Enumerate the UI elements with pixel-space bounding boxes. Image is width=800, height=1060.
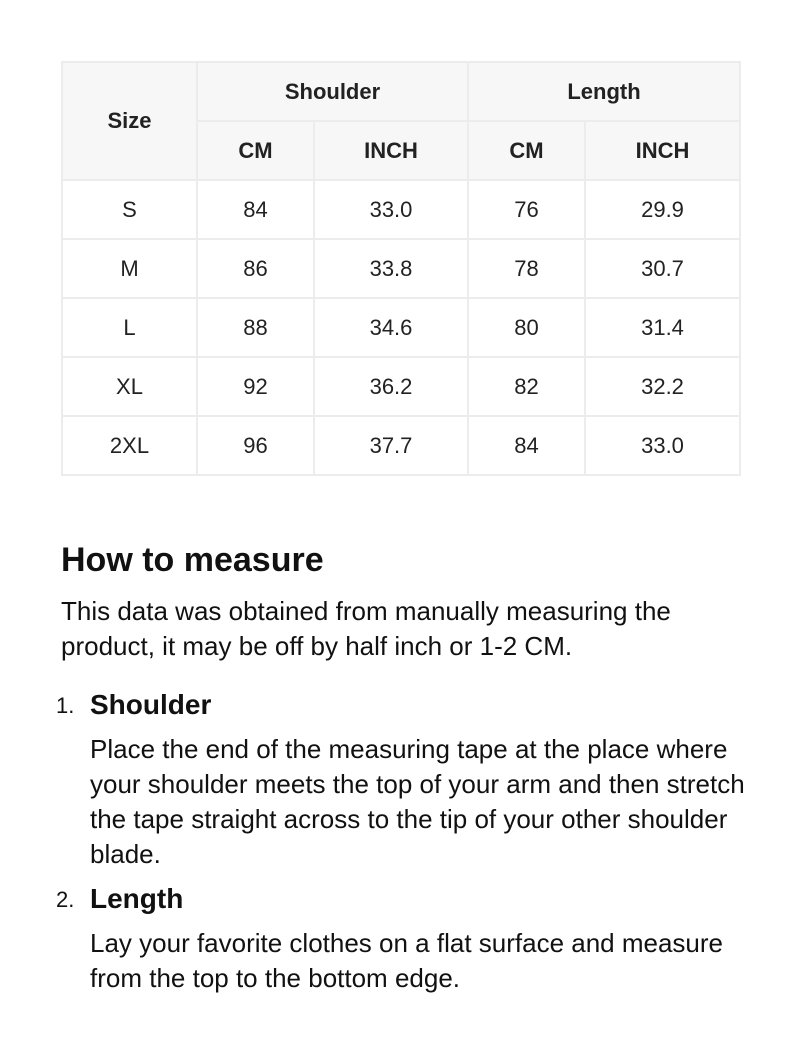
step-title: Length [90, 883, 184, 914]
shoulder-cm-cell: 88 [197, 298, 314, 357]
size-cell: L [62, 298, 197, 357]
size-header: Size [62, 62, 197, 180]
shoulder-inch-cell: 33.8 [314, 239, 468, 298]
intro-text: This data was obtained from manually measuring the product, it may be off by half inch or 1-2 CM. [61, 596, 671, 661]
table-row [62, 357, 740, 416]
list-item [56, 688, 751, 872]
shoulder-inch-cell: 36.2 [314, 357, 468, 416]
length-cm-cell: 78 [468, 239, 585, 298]
length-inch-cell: 33.0 [585, 416, 740, 475]
size-cell: S [62, 180, 197, 239]
length-inch-header: INCH [585, 121, 740, 180]
shoulder-cm-cell: 86 [197, 239, 314, 298]
length-cm-cell: 82 [468, 357, 585, 416]
length-cm-header: CM [468, 121, 585, 180]
table-row [62, 298, 740, 357]
length-inch-cell: 29.9 [585, 180, 740, 239]
shoulder-header: Shoulder [197, 62, 468, 121]
shoulder-inch-header: INCH [314, 121, 468, 180]
step-title: Shoulder [90, 689, 212, 720]
table-row [62, 416, 740, 475]
shoulder-cm-cell: 92 [197, 357, 314, 416]
size-cell: 2XL [62, 416, 197, 475]
size-cell: M [62, 239, 197, 298]
measure-steps-list [56, 688, 751, 996]
length-inch-cell: 32.2 [585, 357, 740, 416]
size-cell: XL [62, 357, 197, 416]
section-title: How to measure [61, 541, 324, 579]
length-inch-cell: 31.4 [585, 298, 740, 357]
shoulder-inch-cell: 34.6 [314, 298, 468, 357]
shoulder-inch-cell: 33.0 [314, 180, 468, 239]
table-row [62, 180, 740, 239]
how-to-measure-section [56, 538, 751, 1006]
shoulder-cm-cell: 84 [197, 180, 314, 239]
shoulder-cm-cell: 96 [197, 416, 314, 475]
step-text: Place the end of the measuring tape at the place where your shoulder meets the top of your arm and then stretch the tape straight across to the tip of your other shoulder blade. [90, 734, 745, 869]
length-cm-cell: 76 [468, 180, 585, 239]
table-row [62, 239, 740, 298]
step-number: 1. [56, 693, 75, 718]
length-inch-cell: 30.7 [585, 239, 740, 298]
shoulder-cm-header: CM [197, 121, 314, 180]
length-header: Length [468, 62, 740, 121]
size-chart-table [61, 61, 741, 476]
shoulder-inch-cell: 37.7 [314, 416, 468, 475]
list-item [56, 882, 751, 996]
length-cm-cell: 84 [468, 416, 585, 475]
length-cm-cell: 80 [468, 298, 585, 357]
table-header-row [62, 62, 740, 121]
step-text: Lay your favorite clothes on a flat surface and measure from the top to the bottom edge. [90, 928, 724, 993]
step-number: 2. [56, 887, 75, 912]
